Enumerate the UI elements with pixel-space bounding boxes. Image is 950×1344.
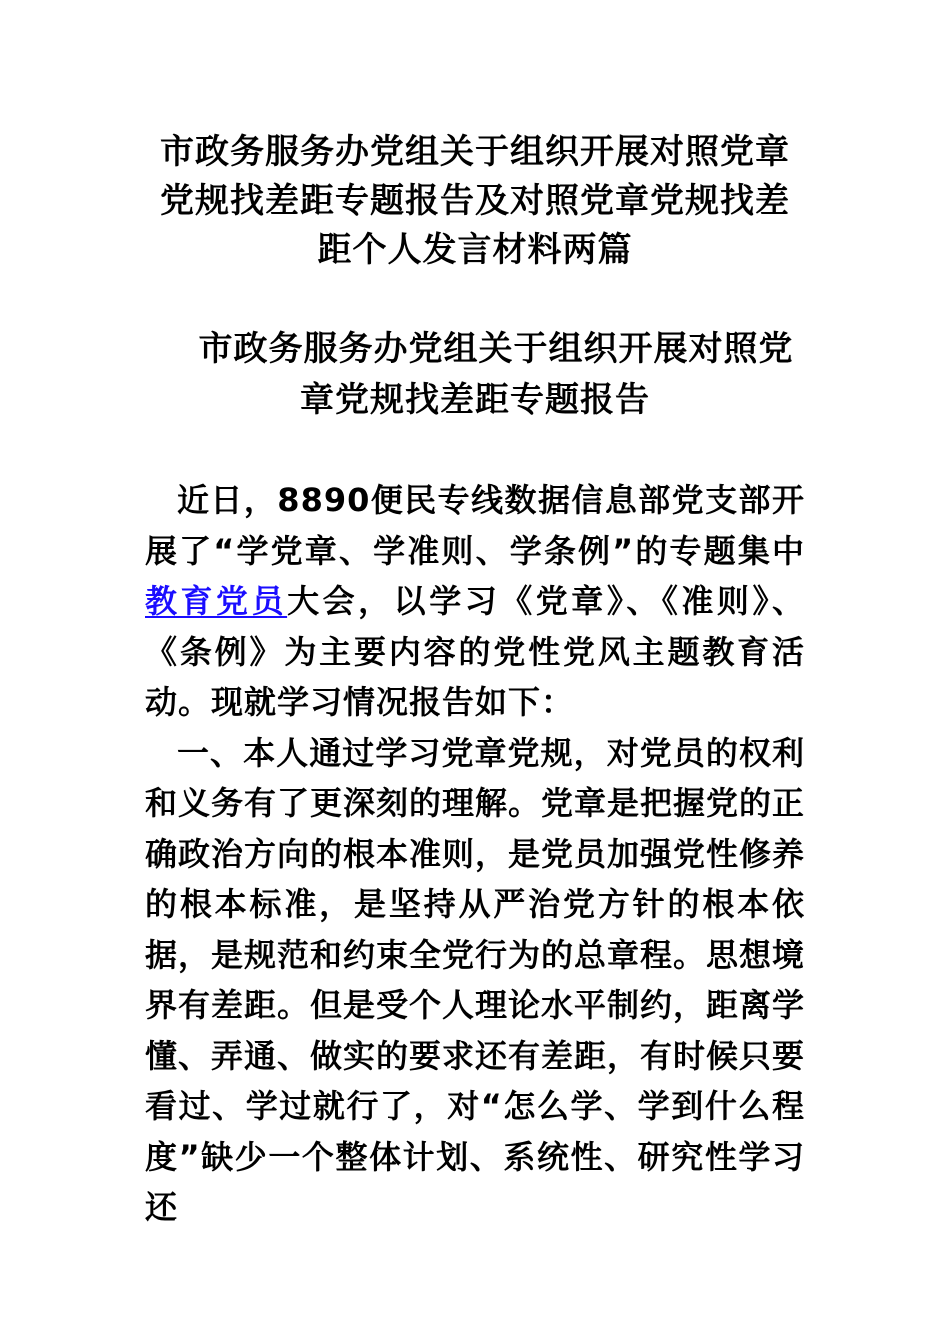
report-body	[145, 475, 805, 1233]
document-main-title: 市政务服务办党组关于组织开展对照党章党规找差距专题报告及对照党章党规找差距个人发言材料两篇	[160, 132, 790, 270]
section-one-paragraph: 一、本人通过学习党章党规，对党员的权利和义务有了更深刻的理解。党章是把握党的正确政治方向的根本准则，是党员加强党性修养的根本标准，是坚持从严治党方针的根本依据，是规范和约束全党行为的总章程。思想境界有差距。但是受个人理论水平制约，距离学懂、弄通、做实的要求还有差距，有时候只要看过、学过就行了，对“怎么学、学到什么程度”缺少一个整体计划、系统性、研究性学习还	[145, 733, 806, 1226]
party-education-link[interactable]: 教育党员	[145, 582, 288, 620]
intro-text-after-link: 大会，以学习《党章》、《准则》、《条例》为主要内容的党性党风主题教育活动。现就学习情况报告如下：	[145, 582, 805, 721]
report-title: 市政务服务办党组关于组织开展对照党章党规找差距专题报告	[198, 329, 794, 420]
intro-paragraph	[145, 475, 805, 728]
intro-text-before-link: 近日，8890便民专线数据信息部党支部开展了“学党章、学准则、学条例”的专题集中	[145, 481, 805, 570]
